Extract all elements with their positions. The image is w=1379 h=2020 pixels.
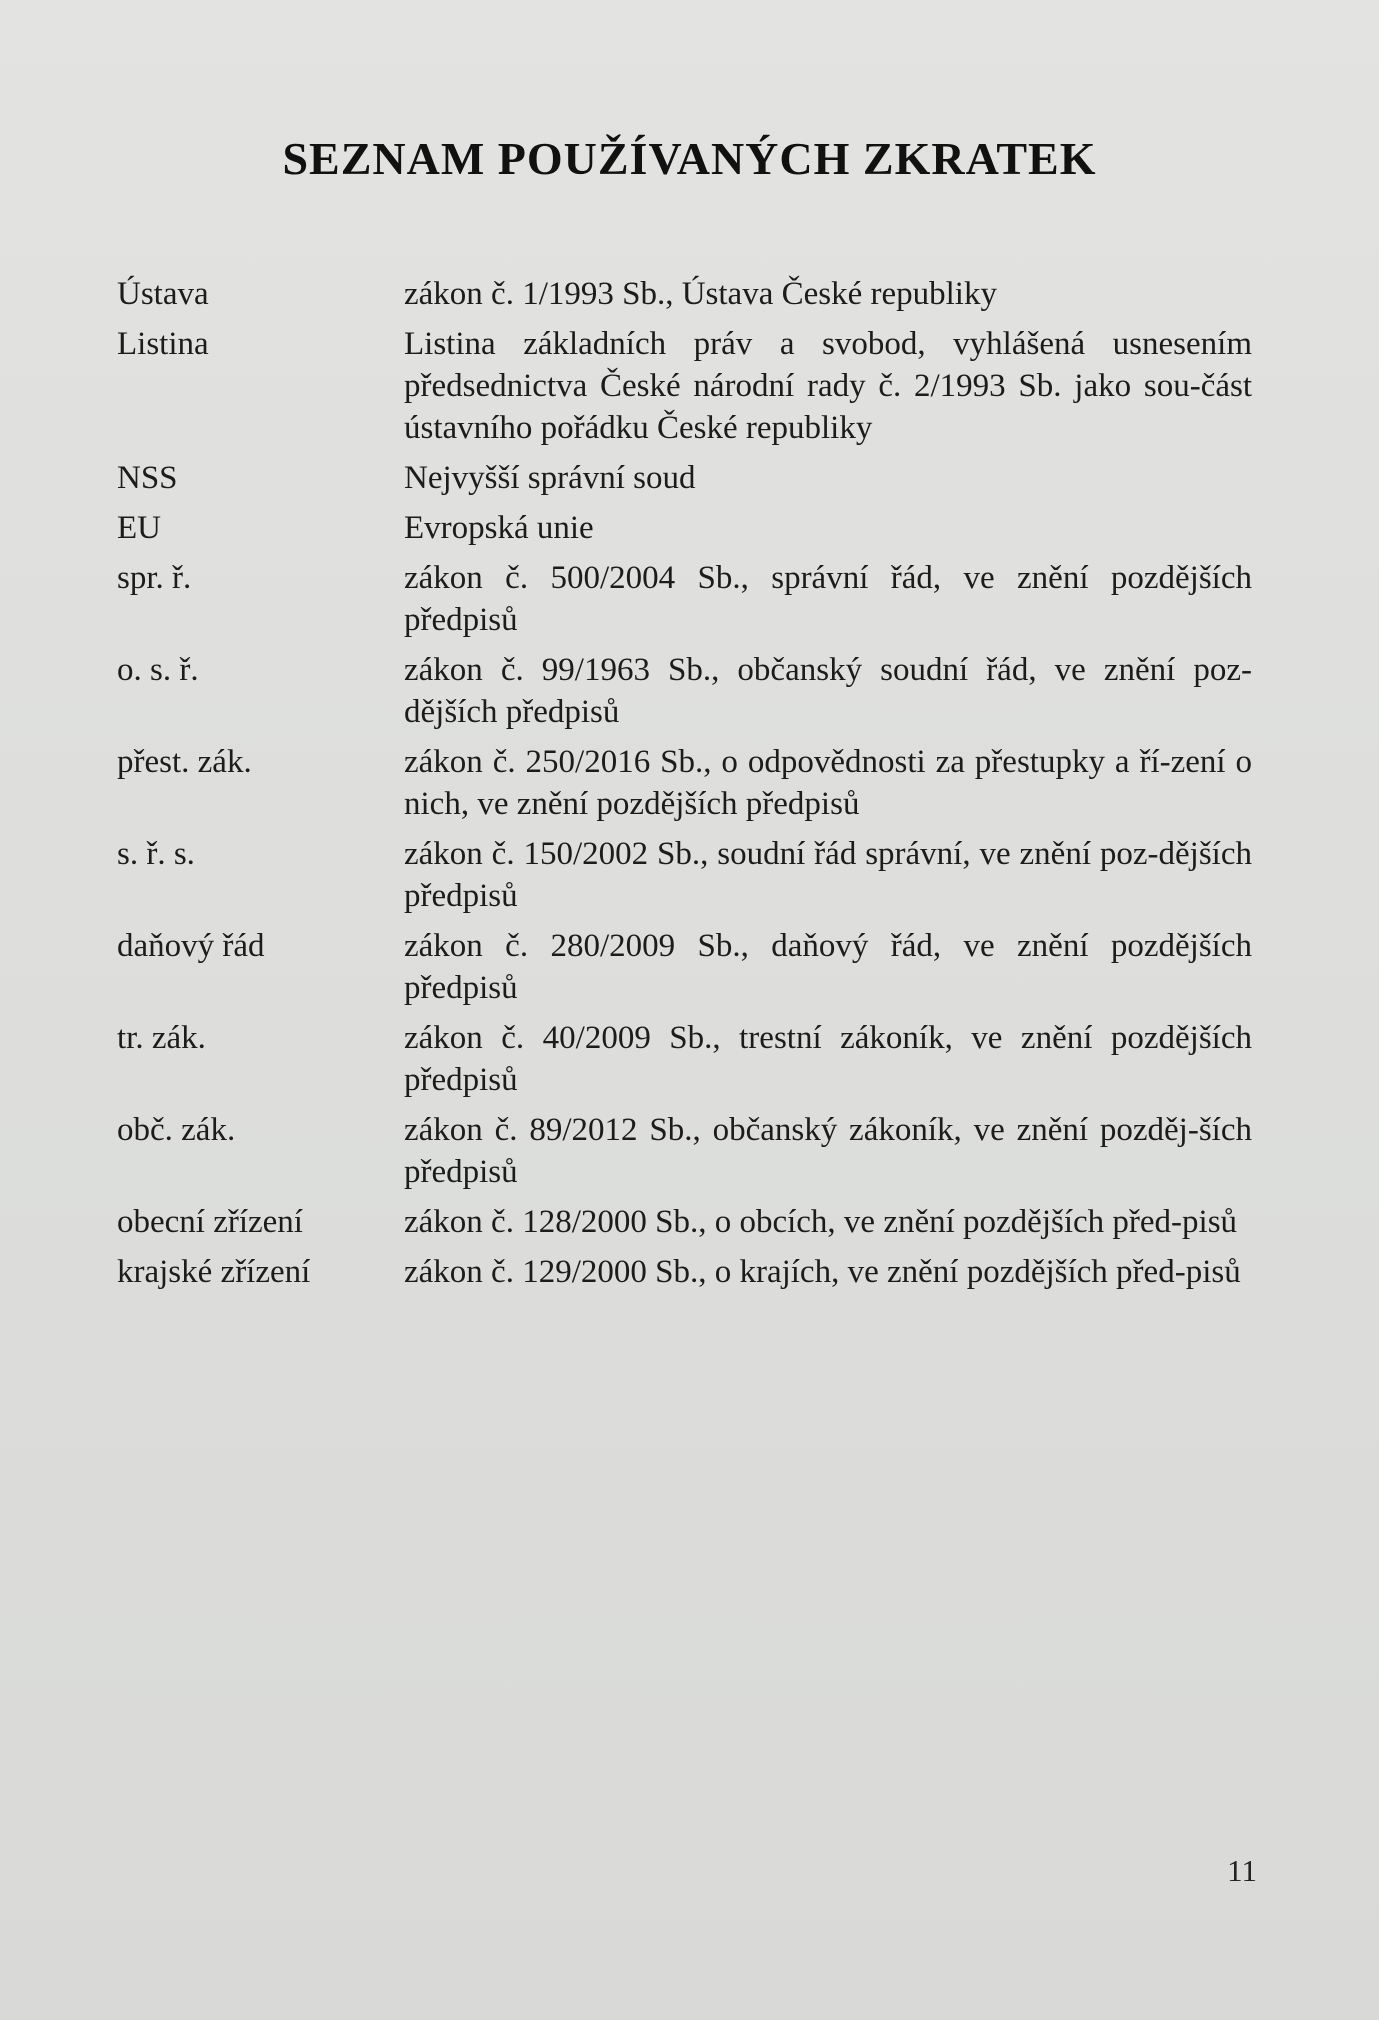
abbreviation-definition: zákon č. 280/2009 Sb., daňový řád, ve znění pozdějších předpisů: [404, 928, 1252, 1006]
abbreviation-term: tr. zák.: [117, 1020, 206, 1056]
abbreviation-entry: [117, 1251, 1252, 1293]
abbreviation-entry: [117, 1109, 1252, 1193]
abbreviation-entry: [117, 1201, 1252, 1243]
abbreviation-entry: [117, 323, 1252, 449]
abbreviation-term: o. s. ř.: [117, 652, 199, 688]
abbreviation-definition: zákon č. 129/2000 Sb., o krajích, ve znění pozdějších před-pisů: [404, 1254, 1241, 1290]
page-title: SEZNAM POUŽÍVANÝCH ZKRATEK: [282, 133, 1097, 184]
abbreviation-term: Ústava: [117, 276, 209, 312]
abbreviation-definition: zákon č. 500/2004 Sb., správní řád, ve znění pozdějších předpisů: [404, 560, 1252, 638]
abbreviation-term: spr. ř.: [117, 560, 192, 596]
abbreviation-definition: Nejvyšší správní soud: [404, 460, 696, 496]
abbreviation-definition: zákon č. 40/2009 Sb., trestní zákoník, ve znění pozdějších předpisů: [404, 1020, 1252, 1098]
abbreviation-entry: [117, 1017, 1252, 1101]
abbreviation-term: Listina: [117, 326, 209, 362]
abbreviation-term: přest. zák.: [117, 744, 252, 780]
abbreviation-term: NSS: [117, 460, 178, 496]
abbreviation-definition: zákon č. 99/1963 Sb., občanský soudní řád, ve znění poz-dějších předpisů: [404, 652, 1252, 730]
abbreviation-term: daňový řád: [117, 928, 265, 964]
abbreviation-entry: [117, 833, 1252, 917]
abbreviation-definition: Evropská unie: [404, 510, 594, 546]
abbreviation-entry: [117, 649, 1252, 733]
abbreviation-entry: [117, 741, 1252, 825]
abbreviation-definition: Listina základních práv a svobod, vyhlášená usnesením předsednictva České národní rady č. 2/1993 Sb. jako sou-část ústavního pořádku České republiky: [404, 326, 1252, 446]
abbreviation-entry: [117, 273, 1252, 315]
page-number: 11: [1227, 1853, 1257, 1888]
abbreviation-list: [117, 273, 1252, 1301]
abbreviation-term: krajské zřízení: [117, 1254, 311, 1290]
abbreviation-definition: zákon č. 128/2000 Sb., o obcích, ve znění pozdějších před-pisů: [404, 1204, 1238, 1240]
abbreviation-term: obecní zřízení: [117, 1204, 303, 1240]
abbreviation-entry: [117, 457, 1252, 499]
abbreviation-term: EU: [117, 510, 161, 546]
abbreviation-term: obč. zák.: [117, 1112, 236, 1148]
abbreviation-entry: [117, 925, 1252, 1009]
abbreviation-term: s. ř. s.: [117, 836, 195, 872]
abbreviation-definition: zákon č. 150/2002 Sb., soudní řád správní, ve znění poz-dějších předpisů: [404, 836, 1252, 914]
abbreviation-definition: zákon č. 250/2016 Sb., o odpovědnosti za přestupky a ří-zení o nich, ve znění pozdějších předpisů: [404, 744, 1252, 822]
abbreviation-definition: zákon č. 89/2012 Sb., občanský zákoník, ve znění pozděj-ších předpisů: [404, 1112, 1252, 1190]
abbreviation-definition: zákon č. 1/1993 Sb., Ústava České republiky: [404, 276, 997, 312]
abbreviation-entry: [117, 557, 1252, 641]
abbreviation-entry: [117, 507, 1252, 549]
